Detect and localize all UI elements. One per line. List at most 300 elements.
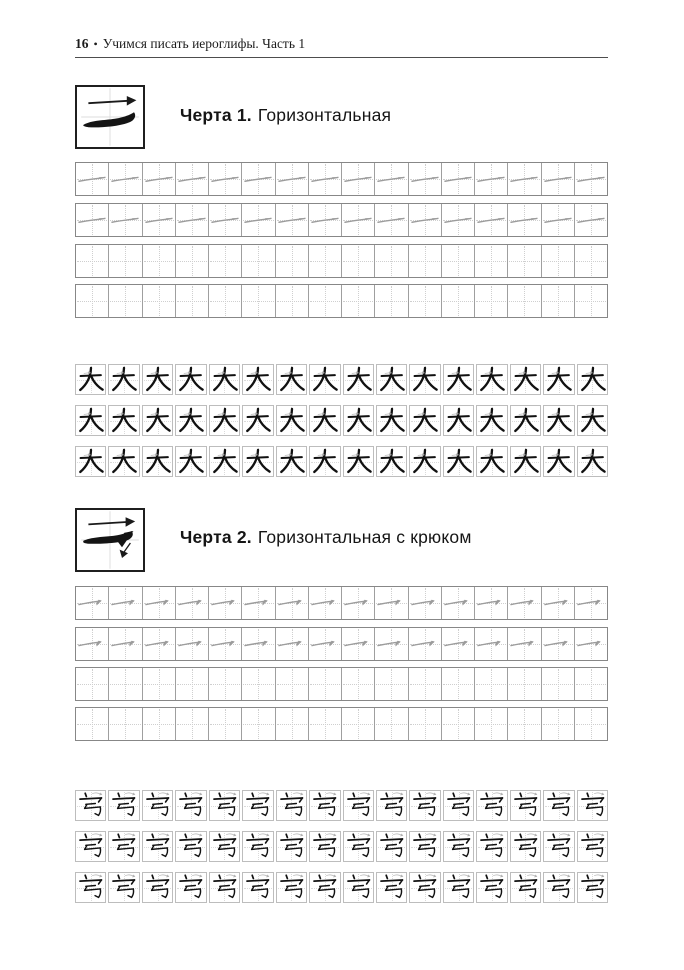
character-cell	[543, 790, 574, 821]
practice-cell	[275, 708, 308, 740]
horizontal-hook-stroke-icon	[276, 628, 308, 660]
practice-cell	[474, 204, 507, 236]
practice-cell	[108, 245, 141, 277]
horizontal-hook-stroke-icon	[475, 628, 507, 660]
character-da-icon	[544, 365, 573, 394]
horizontal-stroke-icon	[176, 163, 208, 195]
practice-cell	[275, 587, 308, 619]
character-row	[75, 790, 608, 823]
horizontal-stroke-icon	[276, 204, 308, 236]
character-xie-icon	[377, 873, 406, 902]
character-da-icon	[176, 406, 205, 435]
practice-cell	[108, 285, 141, 317]
practice-cell	[541, 245, 574, 277]
character-cell	[75, 790, 106, 821]
horizontal-hook-stroke-icon	[342, 628, 374, 660]
character-da-icon	[76, 365, 105, 394]
character-cell	[577, 364, 608, 395]
practice-cell	[275, 245, 308, 277]
practice-cell	[76, 245, 108, 277]
character-row	[75, 446, 608, 479]
character-da-icon	[377, 365, 406, 394]
practice-cell	[574, 163, 607, 195]
character-da-icon	[410, 365, 439, 394]
practice-cell	[474, 668, 507, 700]
practice-cell	[241, 163, 274, 195]
practice-cell	[341, 668, 374, 700]
character-cell	[242, 446, 273, 477]
practice-cell	[474, 285, 507, 317]
character-da-icon	[444, 447, 473, 476]
character-cell	[376, 405, 407, 436]
section1-title-number: Черта 1.	[180, 105, 252, 125]
practice-cell	[142, 285, 175, 317]
character-cell	[142, 364, 173, 395]
character-da-icon	[410, 406, 439, 435]
horizontal-hook-stroke-icon	[475, 587, 507, 619]
practice-cell	[108, 628, 141, 660]
character-da-icon	[377, 406, 406, 435]
practice-cell	[374, 245, 407, 277]
practice-cell	[574, 204, 607, 236]
character-xie-icon	[109, 832, 138, 861]
character-da-icon	[344, 447, 373, 476]
practice-cell	[208, 668, 241, 700]
character-da-icon	[143, 406, 172, 435]
character-cell	[443, 405, 474, 436]
section1-title-text: Горизонтальная	[257, 105, 392, 125]
character-da-icon	[109, 365, 138, 394]
character-cell	[476, 446, 507, 477]
practice-cell	[308, 245, 341, 277]
practice-cell	[507, 668, 540, 700]
practice-row	[75, 203, 608, 237]
character-da-icon	[243, 365, 272, 394]
practice-cell	[408, 285, 441, 317]
character-xie-icon	[76, 791, 105, 820]
practice-cell	[507, 285, 540, 317]
practice-cell	[241, 628, 274, 660]
practice-cell	[541, 163, 574, 195]
character-da-icon	[444, 406, 473, 435]
practice-cell	[341, 628, 374, 660]
character-xie-icon	[544, 832, 573, 861]
character-da-icon	[344, 406, 373, 435]
horizontal-stroke-icon	[475, 163, 507, 195]
character-da-icon	[109, 447, 138, 476]
horizontal-stroke-icon	[375, 163, 407, 195]
practice-cell	[541, 587, 574, 619]
practice-cell	[341, 163, 374, 195]
character-xie-icon	[410, 873, 439, 902]
practice-cell	[108, 668, 141, 700]
character-da-icon	[310, 406, 339, 435]
horizontal-hook-stroke-icon	[442, 628, 474, 660]
character-da-icon	[477, 406, 506, 435]
character-xie-icon	[310, 791, 339, 820]
horizontal-hook-stroke-icon	[309, 628, 341, 660]
practice-cell	[142, 708, 175, 740]
practice-cell	[507, 708, 540, 740]
practice-cell	[175, 668, 208, 700]
character-cell	[276, 790, 307, 821]
practice-cell	[341, 587, 374, 619]
character-da-icon	[511, 447, 540, 476]
character-cell	[376, 790, 407, 821]
character-xie-icon	[210, 873, 239, 902]
character-cell	[577, 446, 608, 477]
character-cell	[242, 872, 273, 903]
horizontal-hook-stroke-icon	[542, 628, 574, 660]
practice-cell	[308, 708, 341, 740]
character-da-icon	[310, 365, 339, 394]
character-cell	[108, 446, 139, 477]
character-da-icon	[410, 447, 439, 476]
character-da-icon	[344, 365, 373, 394]
practice-row	[75, 667, 608, 701]
character-cell	[108, 364, 139, 395]
horizontal-hook-stroke-icon	[242, 587, 274, 619]
character-da-icon	[277, 447, 306, 476]
practice-cell	[142, 668, 175, 700]
character-xie-icon	[176, 873, 205, 902]
practice-cell	[507, 204, 540, 236]
horizontal-stroke-icon	[442, 204, 474, 236]
horizontal-stroke-icon	[209, 204, 241, 236]
character-xie-icon	[344, 832, 373, 861]
character-cell	[577, 405, 608, 436]
horizontal-stroke-icon	[276, 163, 308, 195]
practice-cell	[474, 628, 507, 660]
practice-cell	[208, 245, 241, 277]
practice-cell	[308, 204, 341, 236]
practice-cell	[142, 628, 175, 660]
character-cell	[476, 405, 507, 436]
practice-cell	[175, 285, 208, 317]
character-cell	[209, 790, 240, 821]
character-xie-icon	[143, 873, 172, 902]
practice-cell	[341, 708, 374, 740]
character-xie-icon	[410, 791, 439, 820]
practice-cell	[541, 204, 574, 236]
horizontal-stroke-icon	[209, 163, 241, 195]
horizontal-stroke-icon	[508, 204, 540, 236]
practice-cell	[142, 245, 175, 277]
character-xie-icon	[109, 873, 138, 902]
character-cell	[343, 405, 374, 436]
character-cell	[242, 364, 273, 395]
horizontal-stroke-icon	[143, 163, 175, 195]
horizontal-hook-stroke-icon	[276, 587, 308, 619]
practice-cell	[241, 668, 274, 700]
horizontal-stroke-icon	[409, 163, 441, 195]
practice-cell	[507, 245, 540, 277]
character-cell	[543, 446, 574, 477]
practice-cell	[574, 628, 607, 660]
character-cell	[409, 790, 440, 821]
practice-cell	[341, 245, 374, 277]
practice-cell	[474, 587, 507, 619]
practice-cell	[108, 204, 141, 236]
character-cell	[309, 405, 340, 436]
character-da-icon	[578, 406, 607, 435]
practice-row	[75, 707, 608, 741]
character-xie-icon	[511, 791, 540, 820]
section2-title-text: Горизонтальная с крюком	[257, 527, 472, 547]
horizontal-hook-stroke-icon	[508, 587, 540, 619]
character-xie-icon	[578, 832, 607, 861]
character-cell	[510, 405, 541, 436]
character-da-icon	[477, 447, 506, 476]
character-cell	[276, 872, 307, 903]
horizontal-stroke-icon	[342, 163, 374, 195]
character-cell	[409, 405, 440, 436]
character-cell	[343, 872, 374, 903]
horizontal-stroke-icon	[442, 163, 474, 195]
practice-cell	[241, 245, 274, 277]
practice-cell	[76, 708, 108, 740]
character-cell	[510, 364, 541, 395]
character-cell	[276, 405, 307, 436]
practice-cell	[541, 708, 574, 740]
character-row	[75, 364, 608, 397]
horizontal-stroke-icon	[176, 204, 208, 236]
practice-cell	[574, 587, 607, 619]
practice-cell	[341, 204, 374, 236]
character-row	[75, 831, 608, 864]
character-xie-icon	[243, 832, 272, 861]
horizontal-stroke-icon	[375, 204, 407, 236]
character-cell	[343, 364, 374, 395]
character-cell	[309, 831, 340, 862]
practice-cell	[76, 628, 108, 660]
practice-cell	[142, 587, 175, 619]
character-cell	[577, 831, 608, 862]
practice-cell	[474, 163, 507, 195]
character-cell	[276, 364, 307, 395]
character-cell	[376, 872, 407, 903]
practice-cell	[308, 587, 341, 619]
character-xie-icon	[143, 832, 172, 861]
character-cell	[242, 790, 273, 821]
character-xie-icon	[477, 791, 506, 820]
practice-cell	[208, 285, 241, 317]
practice-cell	[208, 204, 241, 236]
character-da-icon	[578, 447, 607, 476]
character-cell	[376, 446, 407, 477]
horizontal-stroke-icon	[76, 204, 108, 236]
horizontal-stroke-icon	[575, 204, 607, 236]
character-xie-icon	[544, 873, 573, 902]
character-cell	[75, 405, 106, 436]
practice-cell	[108, 708, 141, 740]
practice-cell	[374, 587, 407, 619]
character-da-icon	[76, 447, 105, 476]
character-cell	[376, 364, 407, 395]
character-cell	[175, 364, 206, 395]
character-da-icon	[76, 406, 105, 435]
practice-cell	[441, 245, 474, 277]
horizontal-hook-stroke-icon	[109, 587, 141, 619]
character-xie-icon	[76, 832, 105, 861]
horizontal-stroke-icon	[342, 204, 374, 236]
horizontal-hook-stroke-icon	[143, 628, 175, 660]
character-cell	[209, 364, 240, 395]
practice-row	[75, 284, 608, 318]
character-cell	[476, 790, 507, 821]
horizontal-hook-stroke-icon	[176, 628, 208, 660]
character-xie-icon	[243, 873, 272, 902]
character-cell	[209, 831, 240, 862]
stroke1-model-box	[75, 85, 145, 149]
character-da-icon	[511, 365, 540, 394]
character-cell	[209, 872, 240, 903]
horizontal-stroke-icon	[542, 163, 574, 195]
horizontal-hook-stroke-icon	[209, 628, 241, 660]
character-cell	[543, 405, 574, 436]
practice-cell	[441, 163, 474, 195]
character-cell	[175, 872, 206, 903]
practice-cell	[507, 163, 540, 195]
character-cell	[409, 831, 440, 862]
practice-cell	[275, 204, 308, 236]
character-da-icon	[477, 365, 506, 394]
horizontal-hook-stroke-icon	[109, 628, 141, 660]
practice-cell	[541, 668, 574, 700]
character-da-icon	[243, 447, 272, 476]
horizontal-hook-stroke-icon	[575, 628, 607, 660]
practice-cell	[275, 628, 308, 660]
horizontal-hook-stroke-icon	[508, 628, 540, 660]
character-cell	[276, 831, 307, 862]
character-cell	[309, 364, 340, 395]
section2-title	[180, 527, 472, 548]
horizontal-stroke-icon	[475, 204, 507, 236]
character-xie-icon	[578, 791, 607, 820]
character-cell	[476, 872, 507, 903]
practice-cell	[574, 285, 607, 317]
character-cell	[543, 831, 574, 862]
character-xie-icon	[544, 791, 573, 820]
horizontal-stroke-icon	[109, 163, 141, 195]
practice-cell	[108, 163, 141, 195]
practice-cell	[275, 668, 308, 700]
practice-cell	[241, 587, 274, 619]
practice-cell	[241, 285, 274, 317]
character-cell	[108, 405, 139, 436]
stroke2-model-box	[75, 508, 145, 572]
character-da-icon	[578, 365, 607, 394]
character-cell	[510, 446, 541, 477]
character-cell	[75, 446, 106, 477]
practice-cell	[208, 628, 241, 660]
character-cell	[476, 364, 507, 395]
horizontal-stroke-icon	[77, 87, 143, 147]
character-da-icon	[176, 447, 205, 476]
character-da-icon	[210, 447, 239, 476]
section2-title-number: Черта 2.	[180, 527, 252, 547]
character-cell	[276, 446, 307, 477]
horizontal-hook-stroke-icon	[409, 587, 441, 619]
practice-cell	[507, 628, 540, 660]
practice-cell	[175, 245, 208, 277]
practice-cell	[541, 628, 574, 660]
character-cell	[108, 790, 139, 821]
practice-cell	[175, 708, 208, 740]
character-cell	[443, 831, 474, 862]
horizontal-hook-stroke-icon	[76, 628, 108, 660]
horizontal-hook-stroke-icon	[209, 587, 241, 619]
page-number: 16	[75, 36, 89, 51]
practice-cell	[374, 285, 407, 317]
character-xie-icon	[511, 873, 540, 902]
character-xie-icon	[477, 873, 506, 902]
horizontal-hook-stroke-icon	[575, 587, 607, 619]
practice-cell	[374, 163, 407, 195]
horizontal-hook-stroke-icon	[542, 587, 574, 619]
horizontal-stroke-icon	[143, 204, 175, 236]
practice-row	[75, 244, 608, 278]
horizontal-stroke-icon	[76, 163, 108, 195]
practice-cell	[408, 204, 441, 236]
character-cell	[175, 446, 206, 477]
practice-cell	[108, 587, 141, 619]
practice-cell	[441, 668, 474, 700]
practice-cell	[341, 285, 374, 317]
horizontal-stroke-icon	[242, 204, 274, 236]
character-cell	[309, 872, 340, 903]
horizontal-hook-stroke-icon	[442, 587, 474, 619]
character-cell	[577, 872, 608, 903]
practice-cell	[175, 587, 208, 619]
character-da-icon	[277, 406, 306, 435]
character-cell	[476, 831, 507, 862]
character-xie-icon	[243, 791, 272, 820]
practice-cell	[374, 668, 407, 700]
character-xie-icon	[176, 791, 205, 820]
horizontal-hook-stroke-icon	[342, 587, 374, 619]
page-header	[75, 36, 608, 58]
practice-cell	[574, 668, 607, 700]
character-da-icon	[243, 406, 272, 435]
character-xie-icon	[210, 791, 239, 820]
practice-cell	[441, 628, 474, 660]
character-row	[75, 872, 608, 905]
character-cell	[108, 831, 139, 862]
character-cell	[343, 831, 374, 862]
horizontal-stroke-icon	[309, 163, 341, 195]
character-da-icon	[109, 406, 138, 435]
practice-cell	[175, 628, 208, 660]
character-cell	[75, 831, 106, 862]
practice-cell	[208, 708, 241, 740]
character-cell	[108, 872, 139, 903]
practice-cell	[408, 668, 441, 700]
character-cell	[142, 446, 173, 477]
character-xie-icon	[109, 791, 138, 820]
horizontal-hook-stroke-icon	[375, 587, 407, 619]
character-cell	[175, 405, 206, 436]
horizontal-hook-stroke-icon	[375, 628, 407, 660]
character-da-icon	[544, 406, 573, 435]
character-da-icon	[277, 365, 306, 394]
character-cell	[142, 405, 173, 436]
section1-title	[180, 105, 391, 126]
horizontal-hook-stroke-icon	[242, 628, 274, 660]
character-cell	[209, 446, 240, 477]
character-da-icon	[444, 365, 473, 394]
practice-cell	[408, 163, 441, 195]
